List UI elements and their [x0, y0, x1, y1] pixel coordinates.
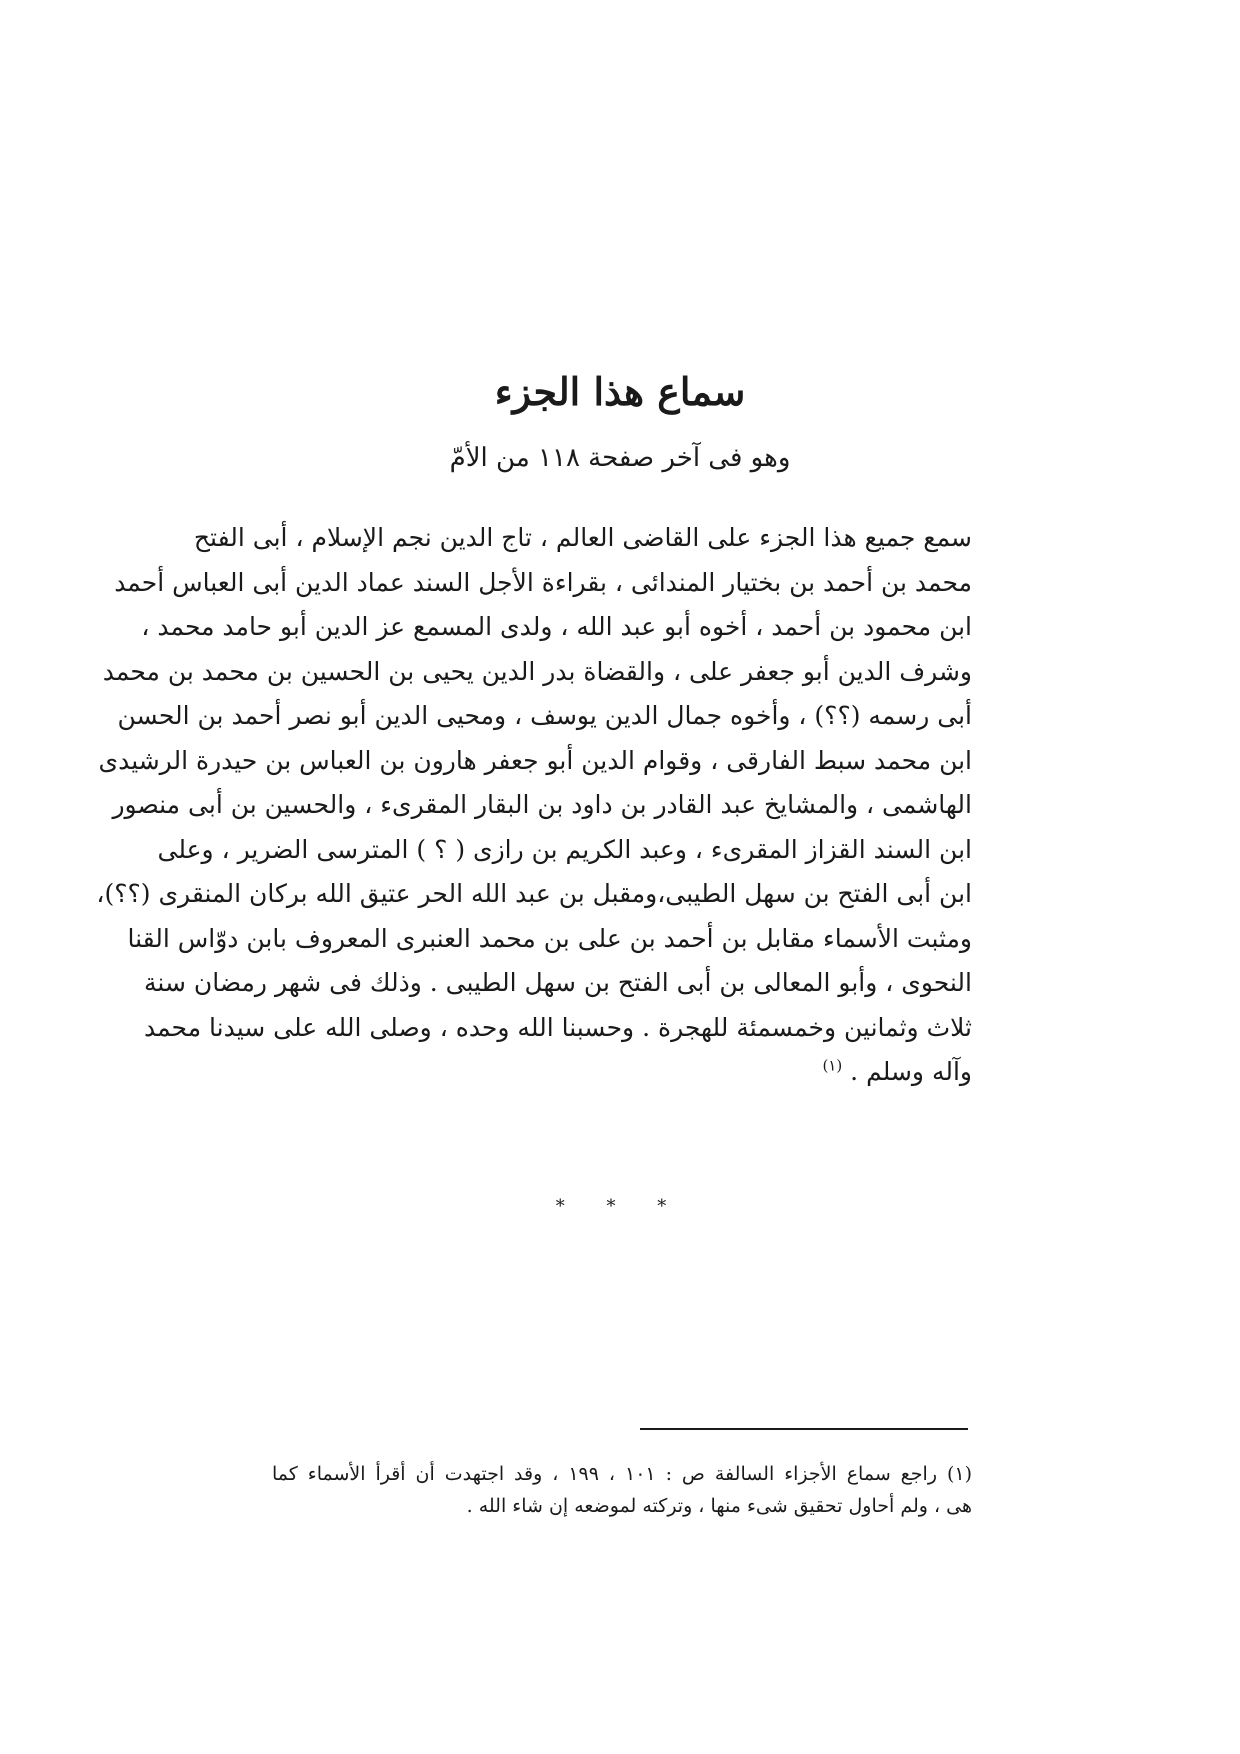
body-line: الهاشمى ، والمشايخ عبد القادر بن داود بن البقار المقرىء ، والحسين بن أبى منصور [112, 790, 972, 819]
body-line: وشرف الدين أبو جعفر على ، والقضاة بدر الدين يحيى بن الحسين بن محمد بن محمد [102, 656, 972, 686]
footnote-reference: (١) [822, 1056, 843, 1075]
body-line: ابن السند القزاز المقرىء ، وعبد الكريم بن رازى ( ؟ ) المترسى الضرير ، وعلى [157, 834, 972, 864]
body-line-last [272, 1050, 972, 1095]
body-line: ابن محمود بن أحمد ، أخوه أبو عبد الله ، ولدى المسمع عز الدين أبو حامد محمد ، [141, 612, 972, 641]
footnote-line: هى ، ولم أحاول تحقيق شىء منها ، وتركته لموضعه إن شاء الله . [466, 1495, 972, 1517]
page-subtitle: وهو فى آخر صفحة ١١٨ من الأمّ [449, 443, 791, 473]
body-line: ابن محمد سبط الفارقى ، وقوام الدين أبو جعفر هارون بن العباس بن حيدرة الرشيدى [98, 745, 972, 775]
footnote-block [272, 1458, 972, 1522]
body-line: سمع جميع هذا الجزء على القاضى العالم ، تاج الدين نجم الإسلام ، أبى الفتح [193, 523, 972, 552]
body-line: ابن أبى الفتح بن سهل الطيبى،ومقبل بن عبد الله الحر عتيق الله بركان المنقرى (؟؟)، [96, 879, 972, 908]
body-line: النحوى ، وأبو المعالى بن أبى الفتح بن سهل الطيبى . وذلك فى شهر رمضان سنة [144, 968, 972, 997]
body-line: ثلاث وثمانين وخمسمئة للهجرة . وحسبنا الله وحده ، وصلى الله على سيدنا محمد [143, 1012, 972, 1042]
page-title: سماع هذا الجزء [494, 369, 746, 414]
section-separator: * * * [555, 1196, 685, 1217]
body-line: أبى رسمه (؟؟) ، وأخوه جمال الدين يوسف ، ومحيى الدين أبو نصر أحمد بن الحسن [117, 701, 972, 730]
body-line: محمد بن أحمد بن بختيار المندائى ، بقراءة الأجل السند عماد الدين أبى العباس أحمد [114, 567, 972, 597]
footnote-divider [640, 1428, 968, 1430]
body-paragraph [96, 516, 972, 1095]
body-line: ومثبت الأسماء مقابل بن أحمد بن على بن محمد العنبرى المعروف بابن دوّاس القنا [127, 923, 972, 953]
body-line-last-text: وآله وسلم . [850, 1057, 972, 1086]
footnote-line: (١) راجع سماع الأجزاء السالفة ص : ١٠١ ، ١٩٩ ، وقد اجتهدت أن أقرأ الأسماء كما [272, 1463, 973, 1485]
